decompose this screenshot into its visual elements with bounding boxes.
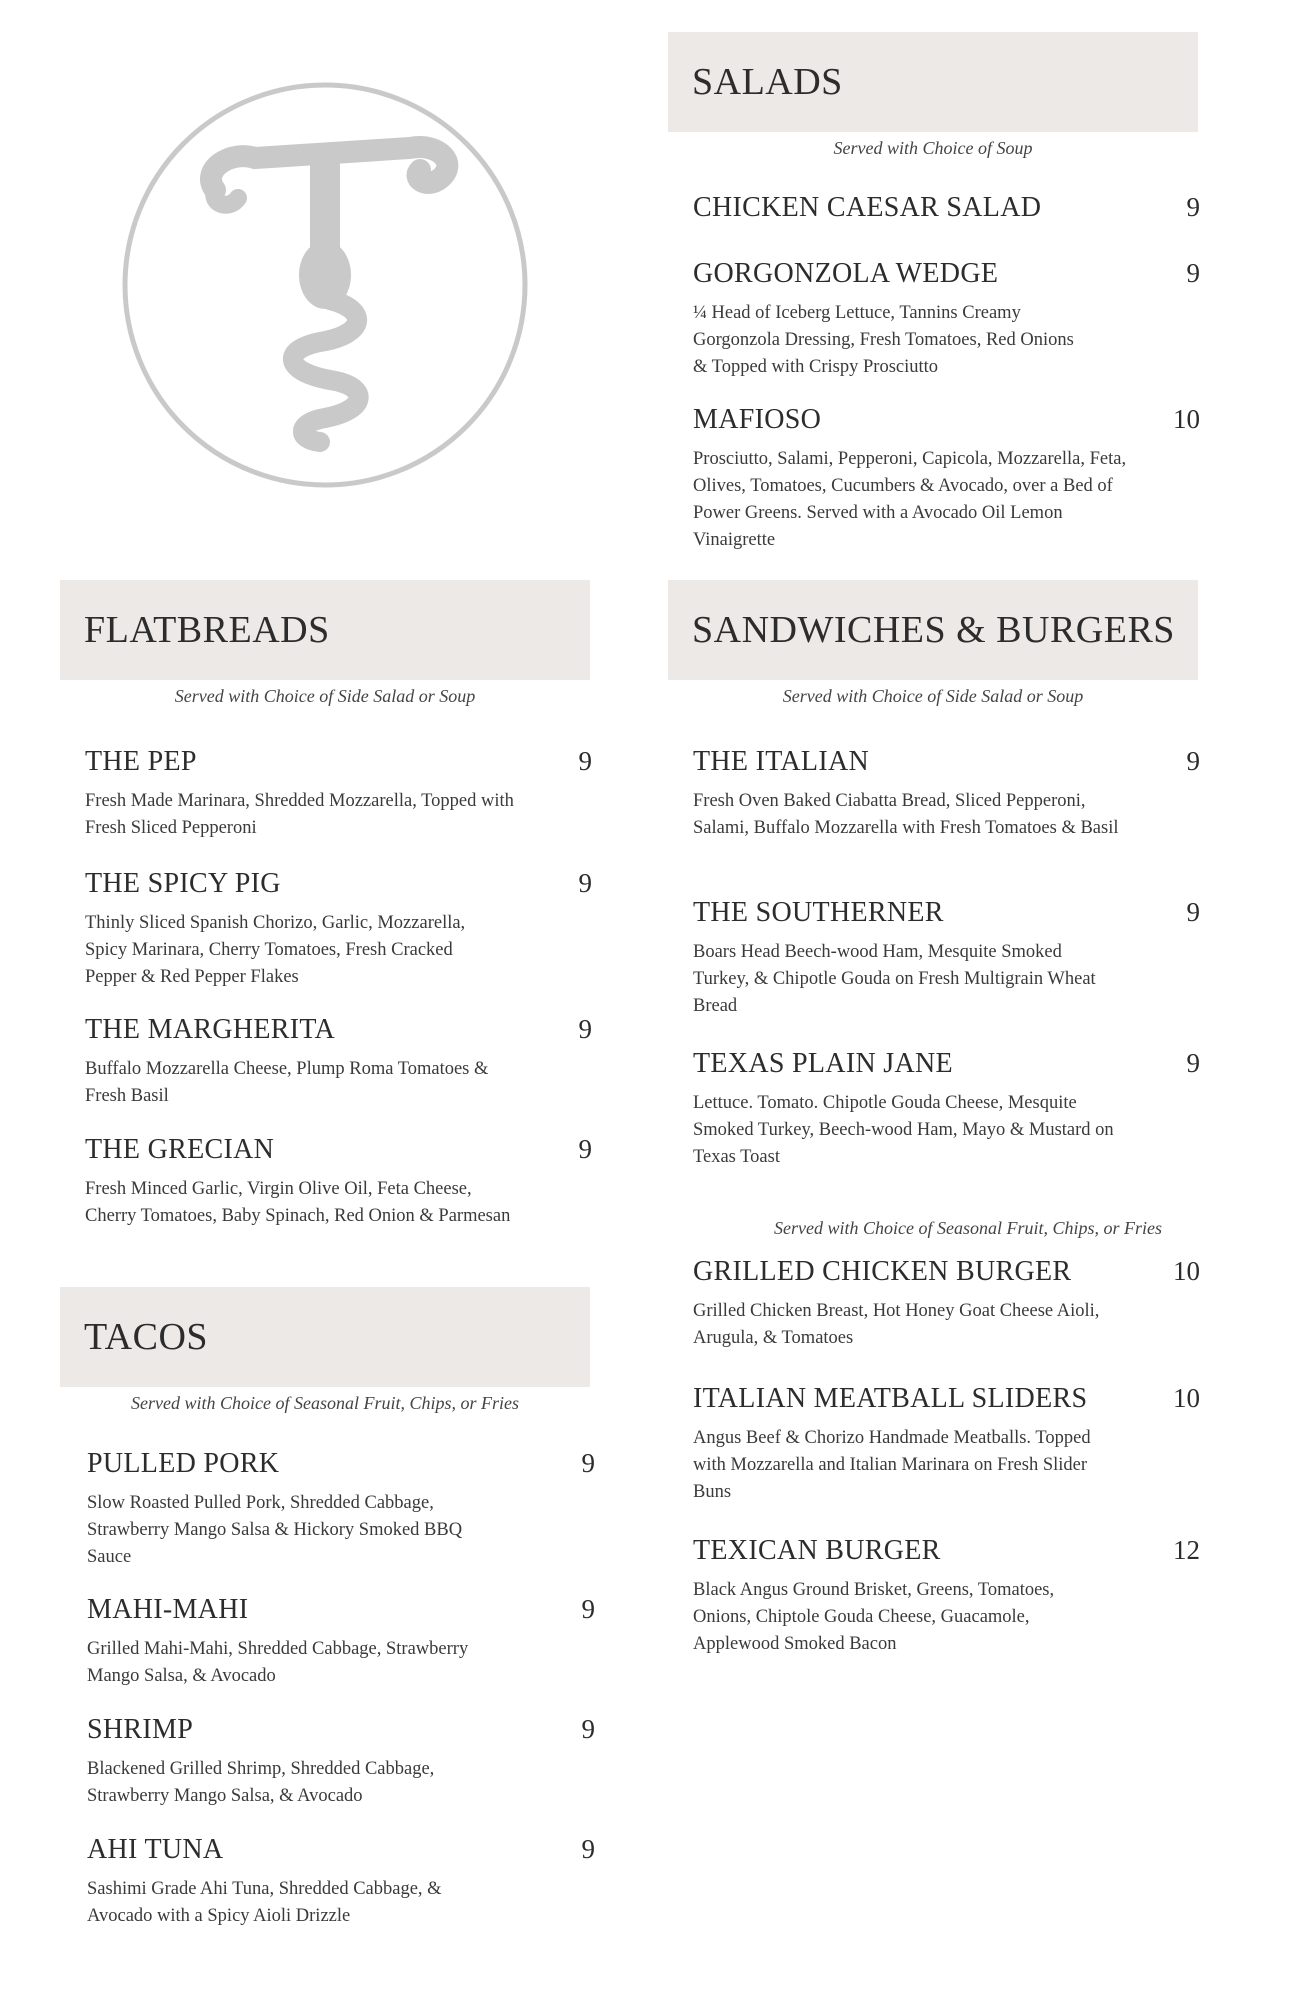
item-price: 10 bbox=[1173, 1383, 1200, 1413]
menu-item bbox=[87, 1714, 595, 1810]
item-name: THE MARGHERITA bbox=[85, 1014, 336, 1045]
item-name: THE SOUTHERNER bbox=[693, 897, 944, 928]
sandwiches-title: SANDWICHES & BURGERS bbox=[692, 609, 1175, 651]
item-name: GORGONZOLA WEDGE bbox=[693, 258, 999, 289]
item-name: THE SPICY PIG bbox=[85, 868, 281, 899]
tacos-title: TACOS bbox=[84, 1316, 209, 1358]
item-price: 9 bbox=[1186, 258, 1200, 288]
item-description: Fresh Oven Baked Ciabatta Bread, Sliced Pepperoni, Salami, Buffalo Mozzarella with Fresh Tomatoes & Basil bbox=[693, 791, 1119, 838]
corkscrew-logo-icon bbox=[120, 80, 530, 490]
item-price: 9 bbox=[1186, 1048, 1200, 1078]
tacos-header bbox=[60, 1287, 590, 1387]
item-description: Black Angus Ground Brisket, Greens, Tomatoes, Onions, Chiptole Gouda Cheese, Guacamole, Applewood Smoked Bacon bbox=[693, 1580, 1055, 1654]
salads-title: SALADS bbox=[692, 61, 843, 103]
sandwiches-header bbox=[668, 580, 1198, 680]
menu-item bbox=[693, 258, 1200, 381]
item-name: ITALIAN MEATBALL SLIDERS bbox=[693, 1383, 1088, 1414]
item-description: Buffalo Mozzarella Cheese, Plump Roma Tomatoes & Fresh Basil bbox=[85, 1059, 489, 1106]
item-name: TEXICAN BURGER bbox=[693, 1535, 941, 1566]
salads-subtitle: Served with Choice of Soup bbox=[833, 138, 1033, 158]
item-description: Slow Roasted Pulled Pork, Shredded Cabbage, Strawberry Mango Salsa & Hickory Smoked BBQ Sauce bbox=[87, 1493, 463, 1567]
item-price: 9 bbox=[578, 746, 592, 776]
item-description: Grilled Mahi-Mahi, Shredded Cabbage, Strawberry Mango Salsa, & Avocado bbox=[87, 1639, 469, 1686]
item-name: THE GRECIAN bbox=[85, 1134, 275, 1165]
item-description: Angus Beef & Chorizo Handmade Meatballs. Topped with Mozzarella and Italian Marinara on Fresh Slider Buns bbox=[693, 1428, 1091, 1502]
item-name: AHI TUNA bbox=[87, 1834, 224, 1865]
item-price: 9 bbox=[1186, 897, 1200, 927]
item-description: Prosciutto, Salami, Pepperoni, Capicola, Mozzarella, Feta, Olives, Tomatoes, Cucumbers & Avocado, over a Bed of Power Greens. Served with a Avocado Oil Lemon Vinaigrette bbox=[693, 449, 1127, 550]
item-price: 12 bbox=[1173, 1535, 1200, 1565]
item-price: 9 bbox=[578, 868, 592, 898]
item-price: 9 bbox=[581, 1448, 595, 1478]
item-name: SHRIMP bbox=[87, 1714, 194, 1745]
item-name: THE ITALIAN bbox=[693, 746, 870, 777]
item-description: Fresh Minced Garlic, Virgin Olive Oil, Feta Cheese, Cherry Tomatoes, Baby Spinach, Red Onion & Parmesan bbox=[85, 1179, 511, 1226]
item-description: Sashimi Grade Ahi Tuna, Shredded Cabbage, & Avocado with a Spicy Aioli Drizzle bbox=[87, 1879, 442, 1926]
item-description: Blackened Grilled Shrimp, Shredded Cabbage, Strawberry Mango Salsa, & Avocado bbox=[87, 1759, 435, 1806]
item-price: 10 bbox=[1173, 1256, 1200, 1286]
item-description: Lettuce. Tomato. Chipotle Gouda Cheese, Mesquite Smoked Turkey, Beech-wood Ham, Mayo & Mustard on Texas Toast bbox=[693, 1093, 1114, 1167]
burgers-subtitle: Served with Choice of Seasonal Fruit, Chips, or Fries bbox=[774, 1218, 1162, 1238]
item-price: 9 bbox=[581, 1594, 595, 1624]
menu-item bbox=[693, 1048, 1200, 1171]
item-price: 9 bbox=[1186, 192, 1200, 222]
item-price: 10 bbox=[1173, 404, 1200, 434]
item-price: 9 bbox=[578, 1134, 592, 1164]
item-price: 9 bbox=[1186, 746, 1200, 776]
menu-item bbox=[85, 746, 592, 842]
item-price: 9 bbox=[581, 1714, 595, 1744]
flatbreads-title: FLATBREADS bbox=[84, 609, 330, 651]
menu-item bbox=[87, 1834, 595, 1930]
menu-item bbox=[693, 746, 1200, 842]
sandwiches-subtitle: Served with Choice of Side Salad or Soup bbox=[782, 686, 1084, 706]
menu-item bbox=[85, 868, 592, 991]
item-price: 9 bbox=[581, 1834, 595, 1864]
flatbreads-header bbox=[60, 580, 590, 680]
tacos-subtitle: Served with Choice of Seasonal Fruit, Chips, or Fries bbox=[131, 1393, 519, 1413]
item-name: GRILLED CHICKEN BURGER bbox=[693, 1256, 1072, 1287]
flatbreads-subtitle: Served with Choice of Side Salad or Soup bbox=[174, 686, 476, 706]
item-description: Boars Head Beech-wood Ham, Mesquite Smoked Turkey, & Chipotle Gouda on Fresh Multigrain Wheat Bread bbox=[693, 942, 1096, 1016]
menu-item bbox=[85, 1014, 592, 1110]
menu-item bbox=[693, 404, 1200, 554]
item-description: Grilled Chicken Breast, Hot Honey Goat Cheese Aioli, Arugula, & Tomatoes bbox=[693, 1301, 1100, 1348]
item-name: MAFIOSO bbox=[693, 404, 822, 435]
item-description: ¼ Head of Iceberg Lettuce, Tannins Creamy Gorgonzola Dressing, Fresh Tomatoes, Red Onions & Topped with Crispy Prosciutto bbox=[693, 303, 1074, 377]
item-name: PULLED PORK bbox=[87, 1448, 280, 1479]
menu-item bbox=[693, 1383, 1200, 1506]
item-name: MAHI-MAHI bbox=[87, 1594, 249, 1625]
menu-item bbox=[87, 1594, 595, 1690]
menu-item bbox=[693, 897, 1200, 1020]
menu-item bbox=[693, 1535, 1200, 1658]
item-name: TEXAS PLAIN JANE bbox=[693, 1048, 953, 1079]
item-price: 9 bbox=[578, 1014, 592, 1044]
menu-item bbox=[85, 1134, 592, 1230]
salads-header bbox=[668, 32, 1198, 132]
item-description: Thinly Sliced Spanish Chorizo, Garlic, Mozzarella, Spicy Marinara, Cherry Tomatoes, Fresh Cracked Pepper & Red Pepper Flakes bbox=[85, 913, 466, 987]
menu-item bbox=[693, 1256, 1200, 1352]
item-name: THE PEP bbox=[85, 746, 197, 777]
item-description: Fresh Made Marinara, Shredded Mozzarella, Topped with Fresh Sliced Pepperoni bbox=[85, 791, 514, 838]
menu-item bbox=[693, 192, 1200, 224]
item-name: CHICKEN CAESAR SALAD bbox=[693, 192, 1042, 223]
menu-item bbox=[87, 1448, 595, 1571]
